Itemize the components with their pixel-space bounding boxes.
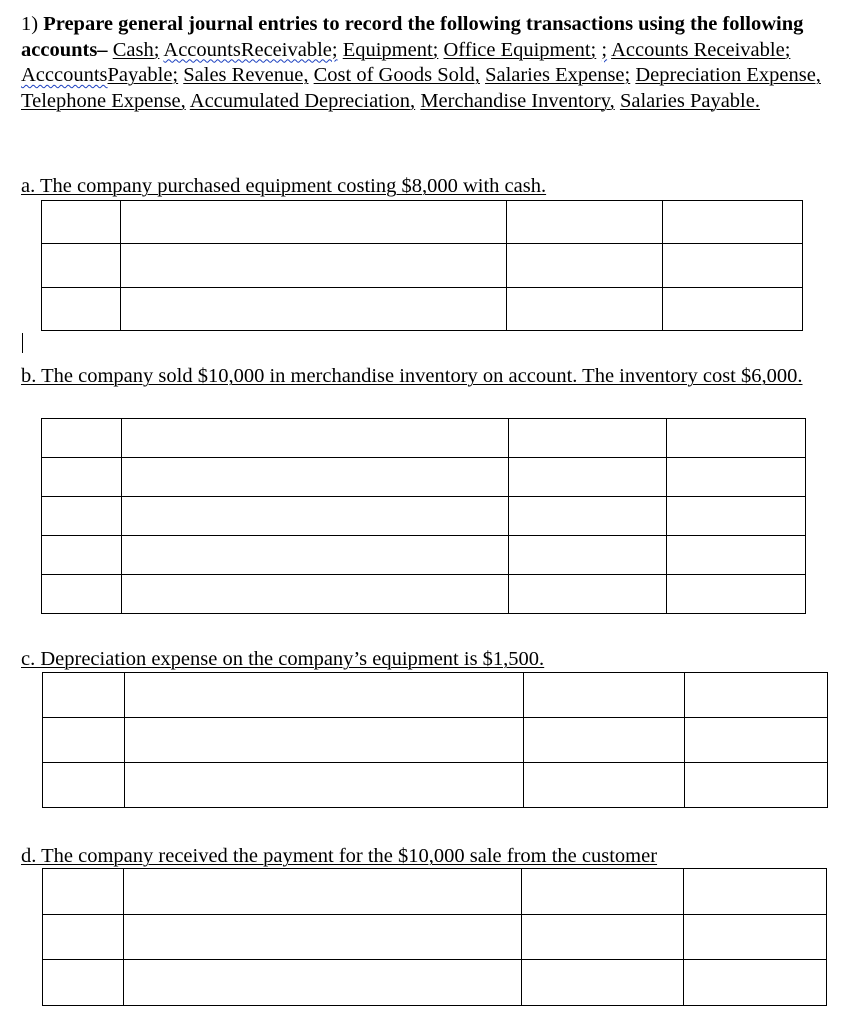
journal-row: [42, 575, 806, 614]
account-cell[interactable]: [122, 536, 509, 575]
date-cell[interactable]: [42, 497, 122, 536]
account-cash: Cash;: [112, 38, 160, 61]
journal-row: [42, 497, 806, 536]
transaction-a-text: a. The company purchased equipment costing $8,000 with cash.: [21, 175, 547, 197]
journal-row: [43, 718, 828, 763]
journal-row: [42, 244, 803, 287]
account-stray-semicolon: ;: [601, 38, 608, 61]
credit-cell[interactable]: [684, 869, 827, 915]
date-cell[interactable]: [43, 718, 125, 763]
account-cell[interactable]: [122, 575, 509, 614]
date-cell[interactable]: [43, 673, 125, 718]
account-depreciation-expense: Depreciation Expense,: [635, 64, 821, 86]
journal-row: [42, 536, 806, 575]
date-cell[interactable]: [42, 201, 121, 244]
journal-table-a: [41, 200, 803, 331]
transaction-d-text: d. The company received the payment for the $10,000 sale from the customer: [21, 845, 658, 867]
account-accountsreceivable-misspelled: AccountsReceivable;: [163, 38, 338, 61]
journal-table-b: [41, 418, 806, 614]
transaction-c-text: c. Depreciation expense on the company’s equipment is $1,500.: [21, 648, 545, 670]
debit-cell[interactable]: [509, 497, 667, 536]
date-cell[interactable]: [42, 575, 122, 614]
date-cell[interactable]: [42, 536, 122, 575]
account-acccounts-misspelled: Acccounts: [21, 64, 108, 86]
debit-cell[interactable]: [524, 718, 685, 763]
journal-row: [42, 458, 806, 497]
credit-cell[interactable]: [667, 497, 806, 536]
account-accumulated-depreciation: Accumulated Depreciation,: [189, 89, 416, 112]
date-cell[interactable]: [42, 287, 121, 330]
debit-cell[interactable]: [524, 763, 685, 808]
transaction-b-text: [21, 364, 821, 389]
debit-cell[interactable]: [509, 575, 667, 614]
account-cell[interactable]: [125, 673, 524, 718]
credit-cell[interactable]: [684, 914, 827, 960]
credit-cell[interactable]: [685, 673, 828, 718]
account-cost-of-goods-sold: Cost of Goods Sold,: [313, 64, 480, 86]
credit-cell[interactable]: [685, 718, 828, 763]
debit-cell[interactable]: [522, 869, 684, 915]
debit-cell[interactable]: [507, 287, 663, 330]
journal-row: [43, 960, 827, 1006]
instructions: [21, 12, 821, 114]
date-cell[interactable]: [42, 244, 121, 287]
date-cell[interactable]: [42, 419, 122, 458]
debit-cell[interactable]: [509, 419, 667, 458]
account-cell[interactable]: [122, 497, 509, 536]
journal-table-c: [42, 672, 828, 808]
account-salaries-expense: Salaries Expense;: [485, 64, 631, 86]
date-cell[interactable]: [43, 763, 125, 808]
account-cell[interactable]: [124, 869, 522, 915]
journal-row: [43, 763, 828, 808]
journal-row: [43, 914, 827, 960]
account-cell[interactable]: [121, 201, 507, 244]
account-merchandise-inventory: Merchandise Inventory,: [420, 89, 615, 112]
account-cell[interactable]: [122, 458, 509, 497]
journal-row: [42, 419, 806, 458]
account-sales-revenue: Sales Revenue,: [183, 64, 309, 86]
account-office-equipment: Office Equipment;: [443, 38, 597, 61]
account-cell[interactable]: [121, 287, 507, 330]
credit-cell[interactable]: [667, 458, 806, 497]
instructions-lead: Prepare general journal entries to record the following transactions using the following accounts–: [21, 13, 804, 61]
credit-cell[interactable]: [667, 575, 806, 614]
journal-table-d: [42, 868, 827, 1006]
text-cursor: [22, 333, 23, 353]
debit-cell[interactable]: [507, 244, 663, 287]
account-cell[interactable]: [122, 419, 509, 458]
credit-cell[interactable]: [663, 287, 803, 330]
account-equipment: Equipment;: [342, 38, 439, 61]
transaction-b-label: b. The company sold $10,000 in merchandise inventory on account. The inventory cost $6,000.: [21, 365, 803, 387]
credit-cell[interactable]: [663, 201, 803, 244]
account-payable: Payable;: [107, 64, 179, 86]
question-number: 1): [21, 13, 39, 35]
credit-cell[interactable]: [685, 763, 828, 808]
date-cell[interactable]: [43, 914, 124, 960]
account-cell[interactable]: [125, 763, 524, 808]
debit-cell[interactable]: [522, 960, 684, 1006]
account-cell[interactable]: [121, 244, 507, 287]
journal-row: [42, 287, 803, 330]
debit-cell[interactable]: [509, 458, 667, 497]
date-cell[interactable]: [43, 869, 124, 915]
debit-cell[interactable]: [507, 201, 663, 244]
account-accounts-receivable: Accounts Receivable;: [611, 38, 791, 61]
account-telephone-expense: Telephone Expense,: [21, 89, 186, 112]
debit-cell[interactable]: [522, 914, 684, 960]
debit-cell[interactable]: [524, 673, 685, 718]
date-cell[interactable]: [43, 960, 124, 1006]
credit-cell[interactable]: [684, 960, 827, 1006]
account-salaries-payable: Salaries Payable.: [619, 89, 760, 112]
account-cell[interactable]: [124, 960, 522, 1006]
date-cell[interactable]: [42, 458, 122, 497]
credit-cell[interactable]: [663, 244, 803, 287]
credit-cell[interactable]: [667, 419, 806, 458]
credit-cell[interactable]: [667, 536, 806, 575]
debit-cell[interactable]: [509, 536, 667, 575]
account-cell[interactable]: [125, 718, 524, 763]
journal-row: [43, 869, 827, 915]
journal-row: [42, 201, 803, 244]
account-cell[interactable]: [124, 914, 522, 960]
journal-row: [43, 673, 828, 718]
